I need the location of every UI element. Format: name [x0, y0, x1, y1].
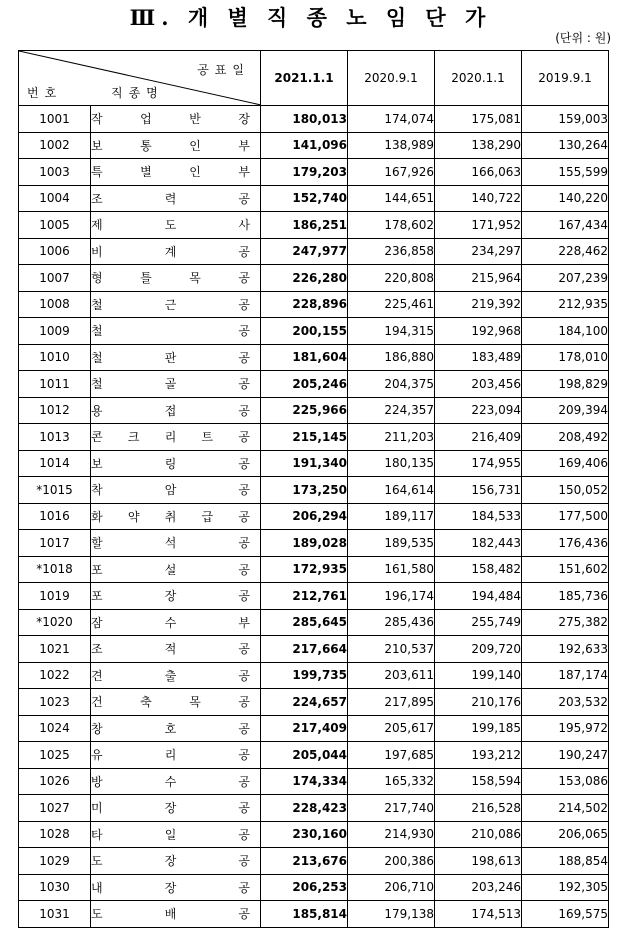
- wage-value-cell: 192,968: [435, 318, 522, 345]
- wage-value-cell: 205,246: [261, 371, 348, 398]
- job-code-cell: 1011: [19, 371, 91, 398]
- wage-value-cell: 179,138: [348, 901, 435, 928]
- wage-value-cell: 189,535: [348, 530, 435, 557]
- job-name: 작 업 반 장: [91, 112, 250, 127]
- wage-value-cell: 165,332: [348, 768, 435, 795]
- job-name: 내 장 공: [91, 880, 250, 895]
- table-row: [19, 583, 609, 610]
- job-name-cell: [91, 901, 261, 928]
- job-name: 화 약 취 급 공: [91, 509, 250, 524]
- job-name: 도 배 공: [91, 907, 250, 922]
- job-name-cell: [91, 397, 261, 424]
- job-name-cell: [91, 530, 261, 557]
- wage-value-cell: 228,423: [261, 795, 348, 822]
- header-code-label: 번호: [27, 86, 63, 100]
- wage-value-cell: 198,613: [435, 848, 522, 875]
- job-name: 철 공: [91, 324, 250, 339]
- job-code-cell: 1005: [19, 212, 91, 239]
- job-code-cell: 1017: [19, 530, 91, 557]
- wage-value-cell: 159,003: [522, 106, 609, 133]
- job-code-cell: 1029: [19, 848, 91, 875]
- wage-value-cell: 228,896: [261, 291, 348, 318]
- wage-value-cell: 200,386: [348, 848, 435, 875]
- wage-value-cell: 194,484: [435, 583, 522, 610]
- wage-value-cell: 186,880: [348, 344, 435, 371]
- job-name: 보 링 공: [91, 456, 250, 471]
- wage-value-cell: 186,251: [261, 212, 348, 239]
- wage-value-cell: 195,972: [522, 715, 609, 742]
- table-header-row: [19, 51, 609, 106]
- wage-value-cell: 211,203: [348, 424, 435, 451]
- job-name: 미 장 공: [91, 801, 250, 816]
- job-name: 견 출 공: [91, 668, 250, 683]
- table-row: [19, 503, 609, 530]
- table-row: [19, 689, 609, 716]
- job-name-cell: [91, 477, 261, 504]
- table-row: [19, 132, 609, 159]
- wage-value-cell: 183,489: [435, 344, 522, 371]
- wage-value-cell: 197,685: [348, 742, 435, 769]
- job-code-cell: 1007: [19, 265, 91, 292]
- wage-value-cell: 172,935: [261, 556, 348, 583]
- wage-value-cell: 189,117: [348, 503, 435, 530]
- job-name: 포 장 공: [91, 589, 250, 604]
- wage-value-cell: 166,063: [435, 159, 522, 186]
- job-code-cell: 1008: [19, 291, 91, 318]
- wage-value-cell: 223,094: [435, 397, 522, 424]
- job-code-cell: 1009: [19, 318, 91, 345]
- job-name: 특 별 인 부: [91, 165, 250, 180]
- job-name-cell: [91, 662, 261, 689]
- wage-value-cell: 215,145: [261, 424, 348, 451]
- job-code-cell: 1016: [19, 503, 91, 530]
- wage-value-cell: 212,761: [261, 583, 348, 610]
- job-name: 방 수 공: [91, 774, 250, 789]
- table-row: [19, 265, 609, 292]
- table-row: [19, 848, 609, 875]
- job-code-cell: 1006: [19, 238, 91, 265]
- job-code-cell: 1024: [19, 715, 91, 742]
- wage-value-cell: 171,952: [435, 212, 522, 239]
- job-code-cell: 1030: [19, 874, 91, 901]
- wage-value-cell: 169,406: [522, 450, 609, 477]
- job-name-cell: [91, 768, 261, 795]
- job-name-cell: [91, 848, 261, 875]
- job-name: 철 골 공: [91, 377, 250, 392]
- wage-value-cell: 174,513: [435, 901, 522, 928]
- header-date-2020-9-1: 2020.9.1: [348, 51, 435, 106]
- wage-value-cell: 203,246: [435, 874, 522, 901]
- job-code-cell: 1004: [19, 185, 91, 212]
- table-row: [19, 318, 609, 345]
- job-name: 비 계 공: [91, 244, 250, 259]
- table-row: [19, 450, 609, 477]
- job-name-cell: [91, 715, 261, 742]
- job-name-cell: [91, 503, 261, 530]
- table-row: [19, 238, 609, 265]
- header-date-2021-1-1: 2021.1.1: [261, 51, 348, 106]
- wage-value-cell: 138,989: [348, 132, 435, 159]
- wage-value-cell: 208,492: [522, 424, 609, 451]
- wage-value-cell: 203,456: [435, 371, 522, 398]
- wage-value-cell: 138,290: [435, 132, 522, 159]
- table-row: [19, 556, 609, 583]
- wage-value-cell: 219,392: [435, 291, 522, 318]
- wage-value-cell: 206,253: [261, 874, 348, 901]
- wage-value-cell: 140,220: [522, 185, 609, 212]
- wage-value-cell: 226,280: [261, 265, 348, 292]
- table-row: [19, 609, 609, 636]
- job-code-cell: 1027: [19, 795, 91, 822]
- table-row: [19, 636, 609, 663]
- job-code-cell: *1020: [19, 609, 91, 636]
- wage-value-cell: 247,977: [261, 238, 348, 265]
- job-code-cell: 1002: [19, 132, 91, 159]
- wage-value-cell: 212,935: [522, 291, 609, 318]
- wage-value-cell: 191,340: [261, 450, 348, 477]
- wage-value-cell: 285,436: [348, 609, 435, 636]
- unit-note: (단위 : 원): [555, 31, 611, 45]
- job-name-cell: [91, 556, 261, 583]
- wage-value-cell: 158,594: [435, 768, 522, 795]
- wage-value-cell: 178,602: [348, 212, 435, 239]
- job-name-cell: [91, 795, 261, 822]
- table-row: [19, 291, 609, 318]
- wage-value-cell: 185,814: [261, 901, 348, 928]
- wage-value-cell: 152,740: [261, 185, 348, 212]
- wage-value-cell: 255,749: [435, 609, 522, 636]
- wage-value-cell: 194,315: [348, 318, 435, 345]
- wage-value-cell: 158,482: [435, 556, 522, 583]
- wage-value-cell: 190,247: [522, 742, 609, 769]
- wage-value-cell: 192,633: [522, 636, 609, 663]
- job-name: 포 설 공: [91, 562, 250, 577]
- table-row: [19, 397, 609, 424]
- job-code-cell: 1021: [19, 636, 91, 663]
- table-row: [19, 768, 609, 795]
- wage-value-cell: 206,294: [261, 503, 348, 530]
- wage-value-cell: 217,409: [261, 715, 348, 742]
- job-name: 건 축 목 공: [91, 695, 250, 710]
- wage-value-cell: 215,964: [435, 265, 522, 292]
- job-name: 잠 수 부: [91, 615, 250, 630]
- table-row: [19, 742, 609, 769]
- wage-value-cell: 236,858: [348, 238, 435, 265]
- table-row: [19, 344, 609, 371]
- table-row: [19, 530, 609, 557]
- job-name-cell: [91, 212, 261, 239]
- wage-value-cell: 180,135: [348, 450, 435, 477]
- table-row: [19, 106, 609, 133]
- table-row: [19, 821, 609, 848]
- job-name: 조 적 공: [91, 642, 250, 657]
- job-name-cell: [91, 636, 261, 663]
- job-name-cell: [91, 371, 261, 398]
- header-diagonal-cell: [19, 51, 261, 106]
- wage-value-cell: 206,065: [522, 821, 609, 848]
- wage-value-cell: 213,676: [261, 848, 348, 875]
- job-code-cell: 1023: [19, 689, 91, 716]
- job-name: 유 리 공: [91, 748, 250, 763]
- wage-value-cell: 228,462: [522, 238, 609, 265]
- wage-value-cell: 192,305: [522, 874, 609, 901]
- job-name: 철 근 공: [91, 297, 250, 312]
- job-name-cell: [91, 450, 261, 477]
- job-code-cell: 1026: [19, 768, 91, 795]
- job-name-cell: [91, 583, 261, 610]
- job-name: 할 석 공: [91, 536, 250, 551]
- wage-value-cell: 216,528: [435, 795, 522, 822]
- job-code-cell: *1018: [19, 556, 91, 583]
- wage-value-cell: 234,297: [435, 238, 522, 265]
- table-row: [19, 477, 609, 504]
- table-row: [19, 901, 609, 928]
- job-name-cell: [91, 291, 261, 318]
- table-row: [19, 185, 609, 212]
- wage-value-cell: 153,086: [522, 768, 609, 795]
- table-row: [19, 795, 609, 822]
- job-code-cell: 1013: [19, 424, 91, 451]
- page-title: Ⅲ. 개 별 직 종 노 임 단 가: [129, 5, 492, 30]
- wage-value-cell: 205,044: [261, 742, 348, 769]
- wage-value-cell: 217,740: [348, 795, 435, 822]
- wage-value-cell: 207,239: [522, 265, 609, 292]
- job-name-cell: [91, 742, 261, 769]
- job-name: 콘 크 리 트 공: [91, 430, 250, 445]
- wage-value-cell: 225,966: [261, 397, 348, 424]
- wage-value-cell: 199,735: [261, 662, 348, 689]
- job-code-cell: 1022: [19, 662, 91, 689]
- wage-value-cell: 217,664: [261, 636, 348, 663]
- wage-value-cell: 140,722: [435, 185, 522, 212]
- wage-value-cell: 169,575: [522, 901, 609, 928]
- job-name: 형 틀 목 공: [91, 271, 250, 286]
- wage-value-cell: 230,160: [261, 821, 348, 848]
- wage-value-cell: 203,532: [522, 689, 609, 716]
- wage-value-cell: 196,174: [348, 583, 435, 610]
- header-date-2020-1-1: 2020.1.1: [435, 51, 522, 106]
- job-name-cell: [91, 424, 261, 451]
- wage-value-cell: 174,955: [435, 450, 522, 477]
- job-code-cell: 1003: [19, 159, 91, 186]
- wage-value-cell: 184,533: [435, 503, 522, 530]
- job-code-cell: 1019: [19, 583, 91, 610]
- table-row: [19, 874, 609, 901]
- job-name: 도 장 공: [91, 854, 250, 869]
- job-name-cell: [91, 238, 261, 265]
- wage-value-cell: 189,028: [261, 530, 348, 557]
- job-code-cell: 1012: [19, 397, 91, 424]
- job-name: 철 판 공: [91, 350, 250, 365]
- wage-value-cell: 224,657: [261, 689, 348, 716]
- wage-value-cell: 199,140: [435, 662, 522, 689]
- wage-value-cell: 187,174: [522, 662, 609, 689]
- wage-value-cell: 217,895: [348, 689, 435, 716]
- wage-value-cell: 174,334: [261, 768, 348, 795]
- job-name-cell: [91, 344, 261, 371]
- job-name-cell: [91, 874, 261, 901]
- wage-value-cell: 214,502: [522, 795, 609, 822]
- wage-value-cell: 193,212: [435, 742, 522, 769]
- job-code-cell: 1010: [19, 344, 91, 371]
- wage-value-cell: 216,409: [435, 424, 522, 451]
- job-name: 타 일 공: [91, 827, 250, 842]
- header-job-label: 직종명: [111, 86, 164, 100]
- wage-value-cell: 180,013: [261, 106, 348, 133]
- wage-value-cell: 182,443: [435, 530, 522, 557]
- wage-value-cell: 144,651: [348, 185, 435, 212]
- wage-value-cell: 203,611: [348, 662, 435, 689]
- wage-value-cell: 167,926: [348, 159, 435, 186]
- table-row: [19, 371, 609, 398]
- job-name-cell: [91, 265, 261, 292]
- job-name-cell: [91, 689, 261, 716]
- job-name: 보 통 인 부: [91, 138, 250, 153]
- table-row: [19, 715, 609, 742]
- job-name-cell: [91, 159, 261, 186]
- wage-value-cell: 130,264: [522, 132, 609, 159]
- wage-value-cell: 184,100: [522, 318, 609, 345]
- wage-value-cell: 150,052: [522, 477, 609, 504]
- job-name-cell: [91, 318, 261, 345]
- wage-value-cell: 210,176: [435, 689, 522, 716]
- wage-value-cell: 141,096: [261, 132, 348, 159]
- job-name: 조 력 공: [91, 191, 250, 206]
- table-row: [19, 424, 609, 451]
- wage-value-cell: 210,086: [435, 821, 522, 848]
- table-body: [19, 106, 609, 928]
- job-name: 제 도 사: [91, 218, 250, 233]
- wage-value-cell: 214,930: [348, 821, 435, 848]
- job-name-cell: [91, 609, 261, 636]
- wage-value-cell: 204,375: [348, 371, 435, 398]
- job-code-cell: 1001: [19, 106, 91, 133]
- header-date-2019-9-1: 2019.9.1: [522, 51, 609, 106]
- job-name-cell: [91, 132, 261, 159]
- wage-value-cell: 167,434: [522, 212, 609, 239]
- job-name: 창 호 공: [91, 721, 250, 736]
- wage-value-cell: 188,854: [522, 848, 609, 875]
- wage-value-cell: 275,382: [522, 609, 609, 636]
- wage-value-cell: 199,185: [435, 715, 522, 742]
- wage-value-cell: 181,604: [261, 344, 348, 371]
- wage-value-cell: 179,203: [261, 159, 348, 186]
- wage-value-cell: 155,599: [522, 159, 609, 186]
- job-name: 착 암 공: [91, 483, 250, 498]
- job-name-cell: [91, 821, 261, 848]
- wage-value-cell: 198,829: [522, 371, 609, 398]
- wage-value-cell: 177,500: [522, 503, 609, 530]
- wage-value-cell: 176,436: [522, 530, 609, 557]
- wage-value-cell: 156,731: [435, 477, 522, 504]
- wage-value-cell: 285,645: [261, 609, 348, 636]
- table-row: [19, 662, 609, 689]
- wage-value-cell: 209,394: [522, 397, 609, 424]
- wage-value-cell: 206,710: [348, 874, 435, 901]
- wage-value-cell: 200,155: [261, 318, 348, 345]
- job-code-cell: 1031: [19, 901, 91, 928]
- wage-value-cell: 161,580: [348, 556, 435, 583]
- job-name-cell: [91, 106, 261, 133]
- wage-value-cell: 224,357: [348, 397, 435, 424]
- header-date-label: 공표일: [197, 63, 250, 77]
- wage-value-cell: 185,736: [522, 583, 609, 610]
- wage-value-cell: 178,010: [522, 344, 609, 371]
- wage-value-cell: 209,720: [435, 636, 522, 663]
- wage-value-cell: 174,074: [348, 106, 435, 133]
- wage-value-cell: 164,614: [348, 477, 435, 504]
- table-row: [19, 159, 609, 186]
- wage-value-cell: 225,461: [348, 291, 435, 318]
- job-name-cell: [91, 185, 261, 212]
- wage-value-cell: 205,617: [348, 715, 435, 742]
- wage-value-cell: 173,250: [261, 477, 348, 504]
- wage-table: [18, 50, 609, 928]
- job-code-cell: 1028: [19, 821, 91, 848]
- job-name: 용 접 공: [91, 403, 250, 418]
- wage-value-cell: 210,537: [348, 636, 435, 663]
- job-code-cell: 1014: [19, 450, 91, 477]
- job-code-cell: 1025: [19, 742, 91, 769]
- table-row: [19, 212, 609, 239]
- job-code-cell: *1015: [19, 477, 91, 504]
- wage-value-cell: 151,602: [522, 556, 609, 583]
- wage-value-cell: 175,081: [435, 106, 522, 133]
- wage-value-cell: 220,808: [348, 265, 435, 292]
